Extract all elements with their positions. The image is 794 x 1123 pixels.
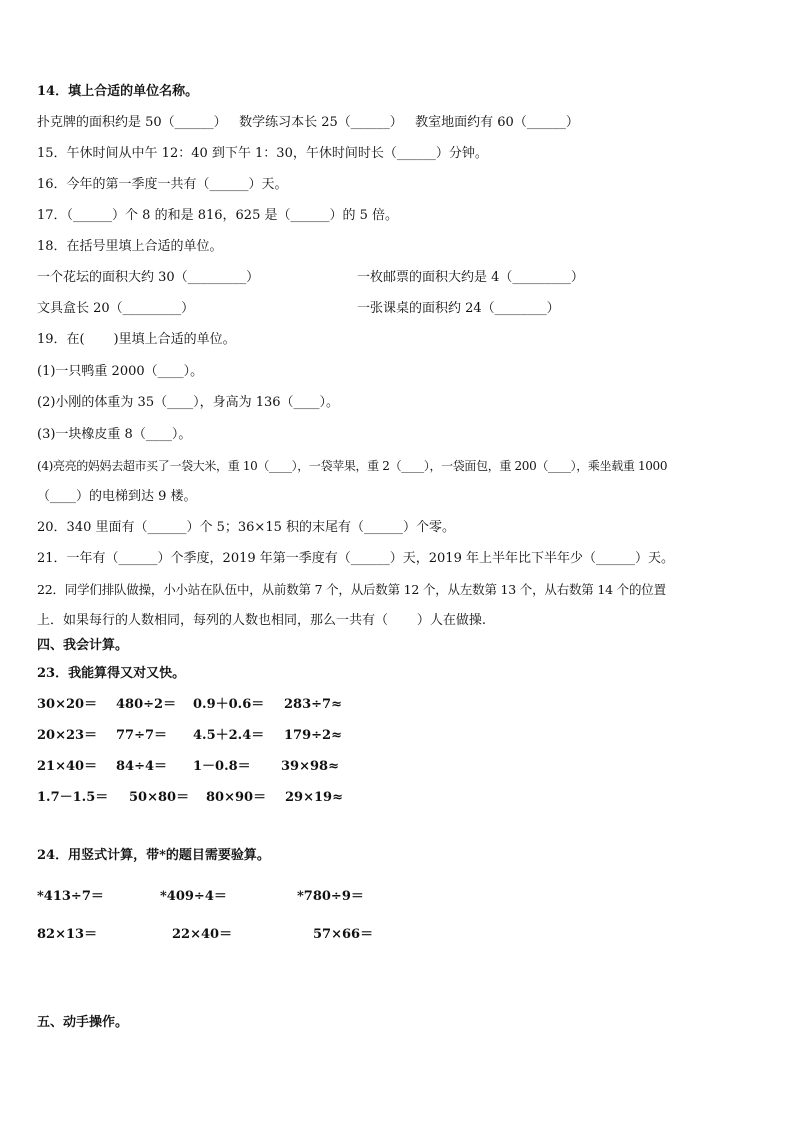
q18-item-1: 一个花坛的面积大约 30（_________） (37, 270, 260, 285)
q19-item-2: (2)小刚的体重为 35（____），身高为 136（____）。 (37, 395, 340, 410)
q23-r4-c2: 50×80＝ (129, 790, 190, 805)
q19-item-1: (1)一只鸭重 2000（____）。 (37, 364, 204, 379)
q23-r2-c1: 20×23＝ (37, 728, 98, 743)
q23-r4-c3: 80×90＝ (206, 790, 267, 805)
q20: 20．340 里面有（______）个 5；36×15 积的末尾有（______）个零。 (37, 520, 455, 535)
q23-r1-c3: 0.9＋0.6＝ (193, 697, 265, 712)
q23-title: 23．我能算得又对又快。 (37, 666, 186, 681)
q23-r1-c1: 30×20＝ (37, 697, 98, 712)
q24-title: 24．用竖式计算，带*的题目需要验算。 (37, 848, 270, 863)
q14-line: 扑克牌的面积约是 50（______） 数学练习本长 25（______） 教室地面约有 60（______） (37, 115, 579, 130)
q15: 15．午休时间从中午 12：40 到下午 1：30，午休时间时长（______）分钟。 (37, 146, 488, 161)
section-5-heading: 五、动手操作。 (37, 1015, 129, 1030)
q23-r3-c1: 21×40＝ (37, 759, 98, 774)
q24-r1-c2: *409÷4＝ (160, 889, 227, 904)
q18-item-2: 一枚邮票的面积大约是 4（_________） (357, 270, 584, 285)
q24-r2-c1: 82×13＝ (37, 927, 98, 942)
q19-item-3: (3)一块橡皮重 8（____）。 (37, 427, 192, 442)
q19-item-4: (4)亮亮的妈妈去超市买了一袋大米，重 10（____），一袋苹果，重 2（____），一袋面包，重 200（____），乘坐载重 1000 (37, 459, 668, 473)
q18-title: 18．在括号里填上合适的单位。 (37, 239, 223, 254)
q24-r2-c2: 22×40＝ (172, 927, 233, 942)
q23-r2-c4: 179÷2≈ (284, 728, 342, 743)
q24-r1-c3: *780÷9＝ (297, 889, 364, 904)
q23-r4-c4: 29×19≈ (285, 790, 343, 805)
q16: 16．今年的第一季度一共有（______）天。 (37, 177, 288, 192)
q19-item-4-cont: （____）的电梯到达 9 楼。 (37, 489, 197, 504)
q19-title: 19．在( )里填上合适的单位。 (37, 332, 236, 347)
q23-r3-c4: 39×98≈ (281, 759, 339, 774)
q23-r4-c1: 1.7－1.5＝ (37, 790, 109, 805)
q23-r2-c2: 77÷7＝ (116, 728, 168, 743)
q14-title: 14．填上合适的单位名称。 (37, 84, 199, 99)
q23-r3-c2: 84÷4＝ (116, 759, 168, 774)
q21: 21．一年有（______）个季度，2019 年第一季度有（______）天，2019 年上半年比下半年少（______）天。 (37, 551, 674, 566)
q24-r1-c1: *413÷7＝ (37, 889, 104, 904)
q24-r2-c3: 57×66＝ (313, 927, 374, 942)
q18-item-4: 一张课桌的面积约 24（________） (357, 301, 560, 316)
q18-item-3: 文具盒长 20（_________） (37, 301, 195, 316)
q23-r3-c3: 1－0.8＝ (193, 759, 251, 774)
q22-line-2: 上．如果每行的人数相同，每列的人数也相同，那么一共有（ ）人在做操. (37, 613, 487, 628)
q22-line-1: 22．同学们排队做操，小小站在队伍中，从前数第 7 个，从后数第 12 个，从左数第 13 个，从右数第 14 个的位置 (37, 582, 666, 597)
q17: 17．（______）个 8 的和是 816，625 是（______）的 5 倍。 (37, 208, 399, 223)
section-4-heading: 四、我会计算。 (37, 638, 129, 653)
q23-r1-c2: 480÷2＝ (116, 697, 177, 712)
q23-r1-c4: 283÷7≈ (284, 697, 342, 712)
q23-r2-c3: 4.5＋2.4＝ (193, 728, 265, 743)
